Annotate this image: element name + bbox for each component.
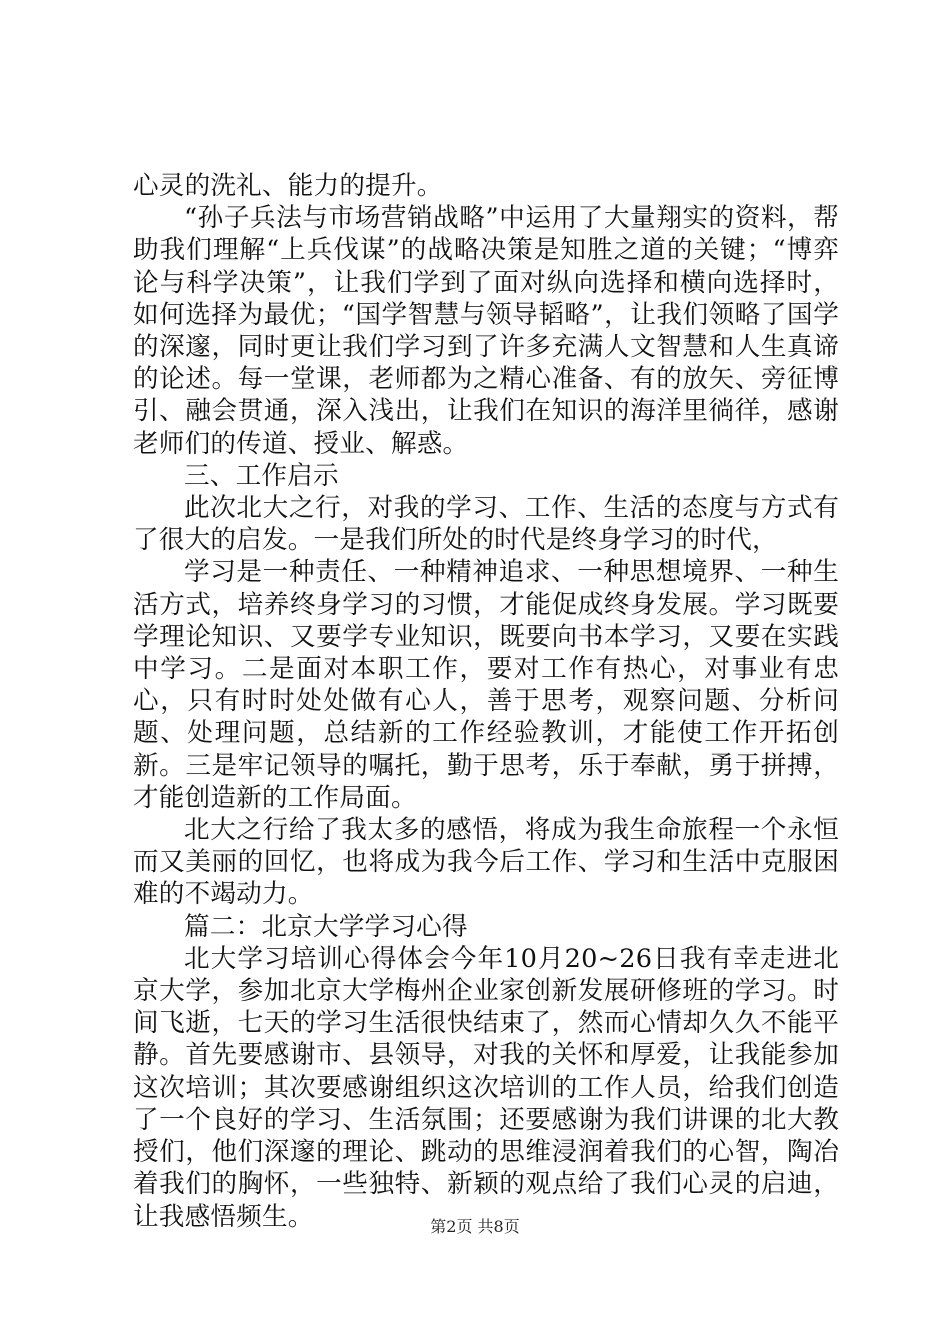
paragraph-6: 北大学习培训心得体会今年10月20~26日我有幸走进北京大学，参加北京大学梅州企业家创新发展研修班的学习。时间飞逝，七天的学习生活很快结束了，然而心情却久久不能平静。首先要感谢市、县领导，对我的关怀和厚爱，让我能参加这次培训；其次要感谢组织这次培训的工作人员，给我们创造了一个良好的学习、生活氛围；还要感谢为我们讲课的北大教授们，他们深邃的理论、跳动的思维浸润着我们的心智，陶冶着我们的胸怀，一些独特、新颖的观点给了我们心灵的启迪，让我感悟频生。 <box>133 943 839 1232</box>
paragraph-3: 此次北大之行，对我的学习、工作、生活的态度与方式有了很大的启发。一是我们所处的时代是终身学习的时代， <box>133 493 839 556</box>
page-number: 第2页 共8页 <box>430 1217 520 1236</box>
section-heading-part-two: 篇二：北京大学学习心得 <box>184 911 468 942</box>
paragraph-5: 北大之行给了我太多的感悟，将成为我生命旅程一个永恒而又美丽的回忆，也将成为我今后工作、学习和生活中克服困难的不竭动力。 <box>133 815 839 910</box>
document-body <box>133 170 839 1233</box>
paragraph-4: 学习是一种责任、一种精神追求、一种思想境界、一种生活方式，培养终身学习的习惯，才能促成终身发展。学习既要学理论知识、又要学专业知识，既要向书本学习，又要在实践中学习。二是面对本职工作，要对工作有热心，对事业有忠心，只有时时处处做有心人，善于思考，观察问题、分析问题、处理问题，总结新的工作经验教训，才能使工作开拓创新。三是牢记领导的嘱托，勤于思考，乐于奉献，勇于拼搏，才能创造新的工作局面。 <box>133 557 839 813</box>
paragraph-1: 心灵的洗礼、能力的提升。 <box>133 171 443 201</box>
paragraph-2: “孙子兵法与市场营销战略”中运用了大量翔实的资料，帮助我们理解“上兵伐谋”的战略决策是知胜之道的关键；“博弈论与科学决策”，让我们学到了面对纵向选择和横向选择时，如何选择为最优；“国学智慧与领导韬略”，让我们领略了国学的深邃，同时更让我们学习到了许多充满人文智慧和人生真谛的论述。每一堂课，老师都为之精心准备、有的放矢、旁征博引、融会贯通，深入浅出，让我们在知识的海洋里徜徉，感谢老师们的传道、授业、解惑。 <box>133 203 839 459</box>
page-footer <box>0 1217 950 1237</box>
section-heading-work-insights: 三、工作启示 <box>184 460 339 491</box>
